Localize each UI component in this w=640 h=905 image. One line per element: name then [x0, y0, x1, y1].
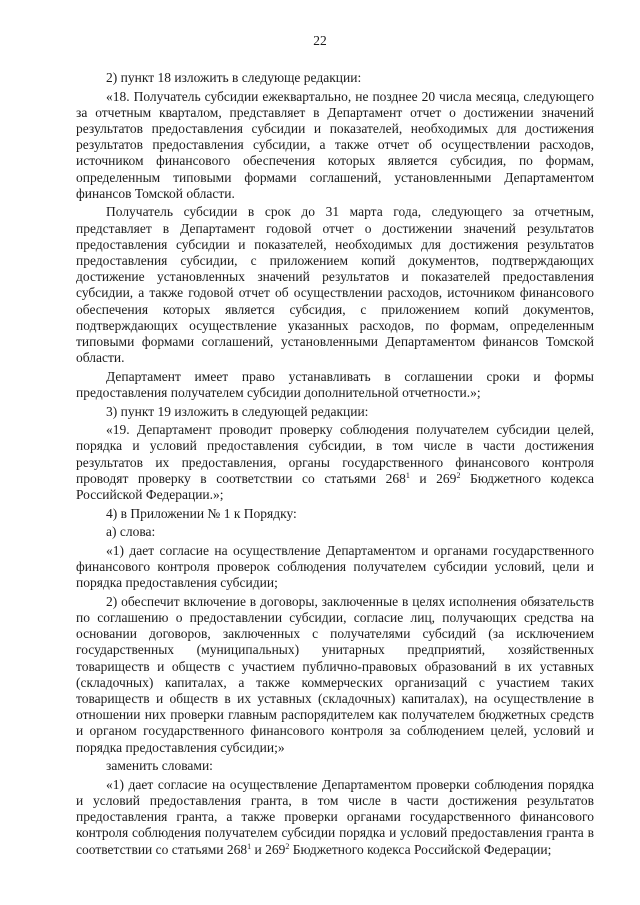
paragraph-new-consent: [76, 777, 594, 858]
paragraph-annual-report: Получатель субсидии в срок до 31 марта года, следующего за отчетным, представляет в Департамент годовой отчет о достижении значений результатов предоставления субсидии и показателей, необходимых для достижения результатов предоставления субсидии, с приложением копий документов, подтверждающих достижение установленных значений результатов и показателей предоставления субсидии, а также годовой отчет об осуществлении расходов, источником финансового обеспечения которых является субсидия, с приложением копий документов, подтверждающих осуществление указанных расходов, по формам, определенным типовыми формами соглашений, установленными Департаментом финансов Томской области.: [76, 204, 594, 366]
paragraph-replace-with: заменить словами:: [106, 758, 213, 774]
page-number: 22: [313, 33, 327, 48]
paragraph-item-4: 4) в Приложении № 1 к Порядку:: [106, 505, 297, 521]
document-body: [76, 70, 594, 858]
paragraph-point-19-text: «19. Департамент проводит проверку соблюдения получателем субсидии целей, порядка и условий предоставления субсидии, в том числе в части достижения результатов их предоставления, органы государственного финансового контроля проводят проверку в соответствии со статьями 268: [76, 422, 594, 486]
paragraph-old-consent: «1) дает согласие на осуществление Департаментом и органами государственного финансового контроля проверок соблюдения получателем субсидии условий, цели и порядка предоставления субсидии;: [76, 542, 594, 591]
paragraph-point-19-tail: Бюджетного кодекса Российской Федерации.»;: [76, 470, 594, 503]
superscript-2: 2: [456, 470, 461, 480]
paragraph-point-19: [76, 422, 594, 503]
paragraph-point-18: «18. Получатель субсидии ежеквартально, не позднее 20 числа месяца, следующего за отчетным кварталом, представляет в Департамент отчет о достижении значений результатов предоставления субсидии и показателей, необходимых для достижения результатов предоставления субсидии, а также отчет об осуществлении расходов, источником финансового обеспечения которых является субсидия, по формам, определенным типовыми формами соглашений, установленными Департаментом финансов Томской области.: [76, 88, 594, 201]
paragraph-item-2: 2) пункт 18 изложить в следующе редакции:: [106, 70, 362, 85]
paragraph-point-19-mid: и 269: [409, 470, 457, 486]
superscript-1: 1: [405, 470, 410, 480]
paragraph-new-consent-mid: и 269: [251, 841, 286, 857]
paragraph-subitem-a: а) слова:: [106, 524, 156, 540]
paragraph-additional-reporting: Департамент имеет право устанавливать в соглашении сроки и формы предоставления получателем субсидии дополнительной отчетности.»;: [76, 368, 594, 401]
paragraph-new-consent-tail: Бюджетного кодекса Российской Федерации;: [289, 841, 552, 857]
paragraph-old-contracts: 2) обеспечит включение в договоры, заключенные в целях исполнения обязательств по соглашению о предоставлении субсидии, согласие лиц, получающих средства на основании договоров, заключенных с получателями субсидий (за исключением государственных (муниципальных) унитарных предприятий, хозяйственных товариществ и обществ с участием публично-правовых образований в их уставных (складочных) капиталах, а также коммерческих организаций с участием таких товариществ и обществ в их уставных (складочных) капиталах), на осуществление в отношении них проверки главным распорядителем как получателем бюджетных средств и органом государственного финансового контроля за соблюдением целей, условий и порядка предоставления субсидии;»: [76, 593, 594, 755]
superscript-1: 1: [247, 841, 252, 851]
paragraph-item-3: 3) пункт 19 изложить в следующей редакции:: [106, 403, 369, 419]
superscript-2: 2: [285, 841, 290, 851]
paragraph-new-consent-text: «1) дает согласие на осуществление Департаментом проверки соблюдения порядка и условий предоставления гранта, в том числе в части достижения результатов предоставления гранта, а также проверки органами государственного финансового контроля соблюдения получателем субсидии порядка и условий предоставления гранта в соответствии со статьями 268: [76, 776, 594, 857]
